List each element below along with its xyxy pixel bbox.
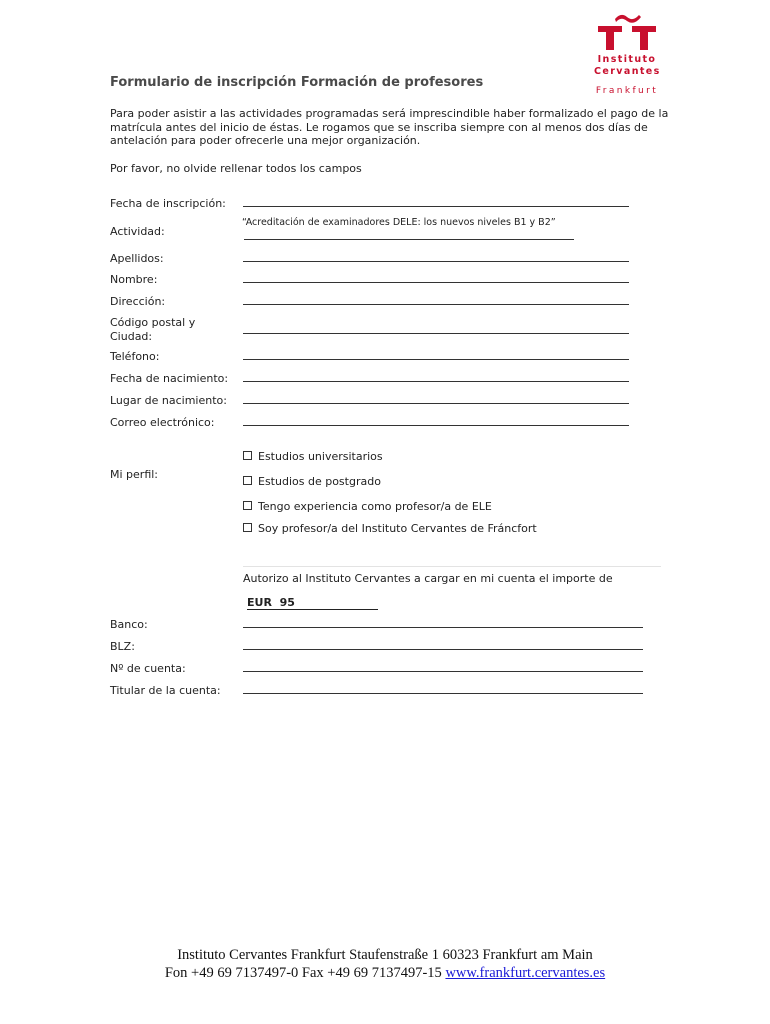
perfil-option-universitarios[interactable]	[243, 450, 383, 463]
logo-line-2: Cervantes	[594, 66, 661, 77]
cuenta-label: Nº de cuenta:	[110, 662, 186, 675]
direccion-label: Dirección:	[110, 295, 166, 308]
perfil-option-label: Estudios de postgrado	[258, 475, 381, 488]
lugar-nacimiento-label: Lugar de nacimiento:	[110, 394, 227, 407]
fill-all-fields-notice: Por favor, no olvide rellenar todos los campos	[110, 162, 362, 175]
cp-ciudad-label-line1: Código postal y	[110, 316, 196, 329]
instituto-cervantes-logo	[594, 8, 660, 100]
cuenta-field[interactable]	[243, 671, 643, 672]
actividad-value-text: “Acreditación de examinadores DELE: los nuevos niveles B1 y B2”	[242, 217, 556, 228]
nombre-field[interactable]	[243, 282, 629, 283]
footer-line-2	[0, 964, 770, 982]
perfil-option-label: Soy profesor/a del Instituto Cervantes de Fráncfort	[258, 522, 537, 535]
checkbox-icon[interactable]	[243, 523, 252, 532]
checkbox-icon[interactable]	[243, 476, 252, 485]
titular-label: Titular de la cuenta:	[110, 684, 221, 697]
telefono-field[interactable]	[243, 359, 629, 360]
direccion-field[interactable]	[243, 304, 629, 305]
fecha-nacimiento-label: Fecha de nacimiento:	[110, 372, 229, 385]
fecha-inscripcion-field[interactable]	[243, 206, 629, 207]
fecha-nacimiento-field[interactable]	[243, 381, 629, 382]
cp-ciudad-label-line2: Ciudad:	[110, 330, 153, 343]
correo-label: Correo electrónico:	[110, 416, 215, 429]
cervantes-emblem-icon	[594, 8, 660, 52]
checkbox-icon[interactable]	[243, 501, 252, 510]
apellidos-label: Apellidos:	[110, 252, 164, 265]
checkbox-icon[interactable]	[243, 451, 252, 460]
actividad-underline	[244, 230, 574, 240]
actividad-label: Actividad:	[110, 225, 165, 238]
website-link[interactable]: www.frankfurt.cervantes.es	[445, 965, 606, 981]
perfil-label: Mi perfil:	[110, 468, 159, 481]
apellidos-field[interactable]	[243, 261, 629, 262]
perfil-option-label: Tengo experiencia como profesor/a de ELE	[258, 500, 492, 513]
perfil-option-postgrado[interactable]	[243, 475, 381, 488]
nombre-label: Nombre:	[110, 273, 158, 286]
perfil-option-label: Estudios universitarios	[258, 450, 383, 463]
perfil-option-profesor-ic[interactable]	[243, 522, 537, 535]
banco-label: Banco:	[110, 618, 148, 631]
form-title: Formulario de inscripción Formación de profesores	[110, 75, 484, 90]
section-divider	[243, 566, 661, 567]
cp-ciudad-field[interactable]	[243, 333, 629, 334]
correo-field[interactable]	[243, 425, 629, 426]
lugar-nacimiento-field[interactable]	[243, 403, 629, 404]
blz-field[interactable]	[243, 649, 643, 650]
footer-address	[0, 946, 770, 982]
logo-line-3: Frankfurt	[595, 86, 659, 96]
intro-paragraph: Para poder asistir a las actividades programadas será imprescindible haber formalizado el pago de la matrícula antes del inicio de éstas. Le rogamos que se inscriba siempre con al menos dos días de antelación para poder ofrecerle una mejor organización.	[110, 107, 669, 147]
amount-value: EUR 95	[247, 596, 378, 610]
actividad-value	[242, 216, 587, 245]
blz-label: BLZ:	[110, 640, 135, 653]
perfil-option-experiencia-ele[interactable]	[243, 500, 492, 513]
banco-field[interactable]	[243, 627, 643, 628]
titular-field[interactable]	[243, 693, 643, 694]
fecha-inscripcion-label: Fecha de inscripción:	[110, 197, 226, 210]
footer-line-1: Instituto Cervantes Frankfurt Staufenstraße 1 60323 Frankfurt am Main	[177, 947, 593, 963]
telefono-label: Teléfono:	[110, 350, 160, 363]
authorize-text: Autorizo al Instituto Cervantes a cargar en mi cuenta el importe de	[243, 572, 613, 585]
logo-line-1: Instituto	[597, 54, 657, 65]
footer-phone-fax: Fon +49 69 7137497-0 Fax +49 69 7137497-15	[164, 965, 446, 981]
